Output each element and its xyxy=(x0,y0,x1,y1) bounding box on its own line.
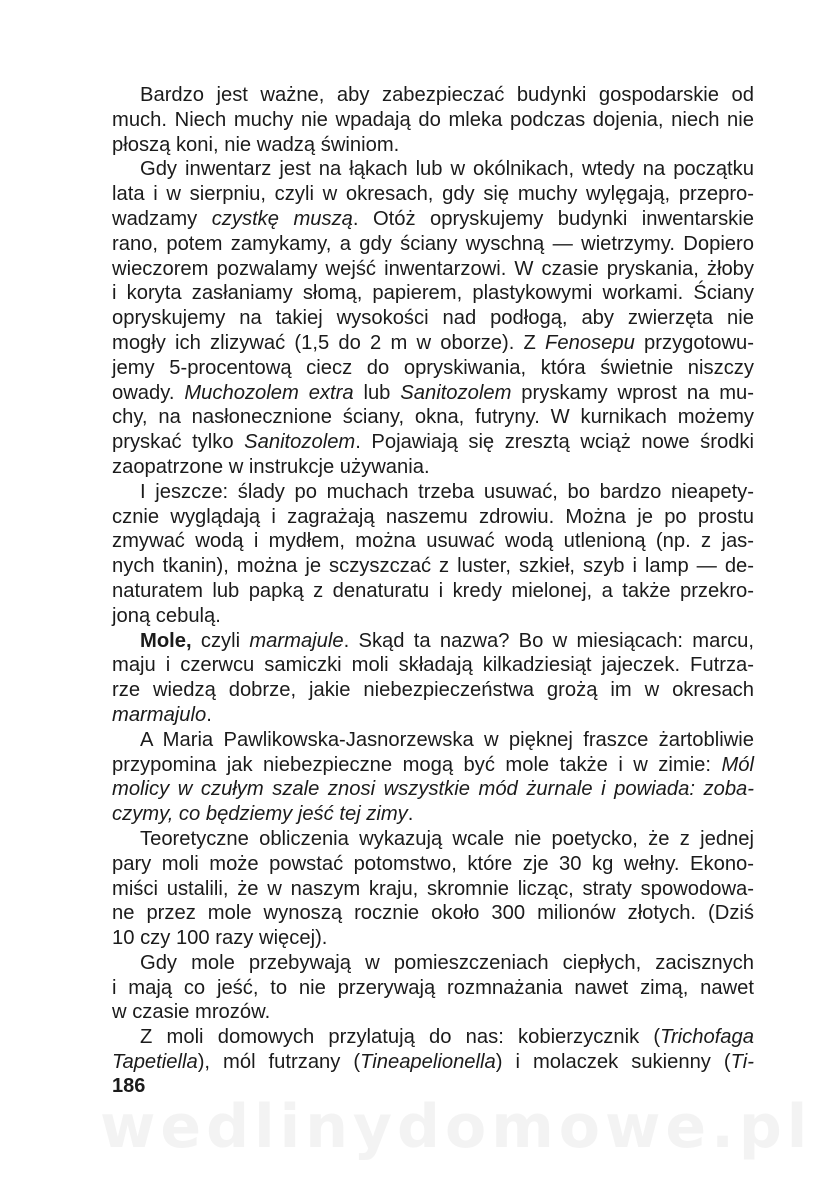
italic-run: Mól xyxy=(721,753,754,776)
text-line xyxy=(112,703,754,728)
text-line: joną cebulą. xyxy=(112,604,221,627)
text-line xyxy=(112,1050,754,1075)
text-run: czyli xyxy=(191,629,250,652)
text-line xyxy=(112,629,754,654)
text-line: Gdy mole przebywają w pomieszczeniach ciepłych, zacisznych xyxy=(140,951,754,974)
text-run: pryskać tylko xyxy=(112,431,245,454)
italic-run: Sanitozolem xyxy=(244,431,356,454)
text-run: . Pojawiają się zresztą wciąż nowe środki xyxy=(355,431,754,454)
text-line: maju i czerwcu samiczki moli składają kilkadziesiąt jajeczek. Futrza- xyxy=(112,654,754,677)
text-run: ), mól futrzany ( xyxy=(197,1051,361,1074)
body-text xyxy=(112,83,754,1075)
paragraph-5 xyxy=(112,728,754,827)
text-line: much. Niech muchy nie wpadają do mleka podczas dojenia, niech nie xyxy=(112,108,754,131)
text-line: nych tkanin), można je sczyszczać z luster, szkieł, szyb i lamp — de- xyxy=(112,555,754,578)
paragraph-4 xyxy=(112,629,754,728)
text-run: Z moli domowych przylatują do nas: kobierzycznik ( xyxy=(140,1026,661,1049)
italic-run: marmajulo xyxy=(112,703,207,726)
text-line: rze wiedzą dobrze, jakie niebezpieczeństwa grożą im w okresach xyxy=(112,679,754,702)
text-line: wieczorem pozwalamy wejść inwentarzowi. W czasie pryskania, żłoby xyxy=(112,257,754,280)
italic-run: czystkę muszą xyxy=(211,207,353,230)
text-line: cznie wyglądają i zagrażają naszemu zdrowiu. Można je po prostu xyxy=(112,505,754,528)
text-line xyxy=(112,207,754,232)
page-number: 186 xyxy=(112,1075,146,1097)
text-line xyxy=(112,381,754,406)
text-run: . xyxy=(407,803,414,826)
italic-run: molicy w czułym szale znosi wszystkie mód żurnale i powiada: zoba- xyxy=(112,778,754,801)
italic-run: Trichofaga xyxy=(660,1026,754,1049)
text-line: naturatem lub papką z denaturatu i kredy mielonej, a także przekro- xyxy=(112,579,754,602)
italic-run: Muchozolem extra xyxy=(184,381,354,404)
text-run: lub xyxy=(353,381,401,404)
text-line xyxy=(112,1025,754,1050)
text-run: przypomina jak niebezpieczne mogą być mole także i w zimie: xyxy=(112,753,722,776)
text-run: . Skąd ta nazwa? Bo w miesiącach: marcu, xyxy=(343,629,754,652)
text-run: wadzamy xyxy=(112,207,212,230)
bold-run: Mole, xyxy=(140,629,192,652)
italic-run: marmajule xyxy=(249,629,344,652)
paragraph-6 xyxy=(112,827,754,951)
italic-run: czymy, co będziemy jeść tej zimy xyxy=(112,803,408,826)
text-line: rano, potem zamykamy, a gdy ściany wyschną — wietrzymy. Dopiero xyxy=(112,232,754,255)
italic-run: Fenosepu xyxy=(545,331,635,354)
text-line: 10 czy 100 razy więcej). xyxy=(112,927,328,950)
text-line: i mają co jeść, to nie przerywają rozmnażania nawet zimą, nawet xyxy=(112,976,754,999)
watermark: wedlinydomowe.pl xyxy=(100,1092,813,1162)
text-line: lata i w sierpniu, czyli w okresach, gdy się muchy wylęgają, przepro- xyxy=(112,183,754,206)
italic-run: Tineapelionella xyxy=(360,1051,496,1074)
text-line xyxy=(112,777,754,802)
text-line: zaopatrzone w instrukcje używania. xyxy=(112,455,430,478)
text-line: A Maria Pawlikowska-Jasnorzewska w pięknej fraszce żartobliwie xyxy=(140,728,754,751)
text-run: owady. xyxy=(112,381,185,404)
text-line: I jeszcze: ślady po muchach trzeba usuwać, bo bardzo nieapety- xyxy=(140,480,754,503)
text-line xyxy=(112,753,754,778)
text-line: jemy 5-procentową ciecz do opryskiwania, która świetnie niszczy xyxy=(112,356,754,379)
text-line: zmywać wodą i mydłem, można usuwać wodą utlenioną (np. z jas- xyxy=(112,530,754,553)
text-line: Gdy inwentarz jest na łąkach lub w okólnikach, wtedy na początku xyxy=(140,158,754,181)
text-line: opryskujemy na takiej wysokości nad podłogą, aby zwierzęta nie xyxy=(112,307,754,330)
text-line: Teoretyczne obliczenia wykazują wcale nie poetycko, że z jednej xyxy=(140,827,754,850)
text-run: mogły ich zlizywać (1,5 do 2 m w oborze). Z xyxy=(112,331,546,354)
paragraph-8 xyxy=(112,1025,754,1075)
italic-run: Sanitozolem xyxy=(400,381,512,404)
paragraph-1 xyxy=(112,83,754,157)
text-line: w czasie mrozów. xyxy=(112,1001,271,1024)
text-line: i koryta zasłaniamy słomą, papierem, plastykowymi workami. Ściany xyxy=(112,282,754,305)
paragraph-3 xyxy=(112,480,754,629)
text-run: ) i molaczek sukienny ( xyxy=(495,1051,731,1074)
paragraph-2 xyxy=(112,157,754,479)
italic-run: Tapetiella xyxy=(112,1051,198,1074)
text-line: ne przez mole wynoszą rocznie około 300 milionów złotych. (Dziś xyxy=(112,902,754,925)
text-line xyxy=(112,331,754,356)
text-line xyxy=(112,430,754,455)
text-line: miści ustalili, że w naszym kraju, skromnie licząc, straty spowodowa- xyxy=(112,877,754,900)
text-run: pryskamy wprost na mu- xyxy=(511,381,754,404)
text-run: przygotowu- xyxy=(634,331,754,354)
italic-run: Ti- xyxy=(730,1051,755,1074)
text-line: Bardzo jest ważne, aby zabezpieczać budynki gospodarskie od xyxy=(140,84,754,106)
text-line: chy, na nasłonecznione ściany, okna, futryny. W kurnikach możemy xyxy=(112,406,754,429)
text-line: pary moli może powstać potomstwo, które zje 30 kg wełny. Ekono- xyxy=(112,852,754,875)
text-run: . xyxy=(206,703,212,726)
text-line: płoszą koni, nie wadzą świniom. xyxy=(112,133,400,156)
text-line xyxy=(112,802,754,827)
paragraph-7 xyxy=(112,951,754,1025)
text-run: . Otóż opryskujemy budynki inwentarskie xyxy=(352,207,754,230)
